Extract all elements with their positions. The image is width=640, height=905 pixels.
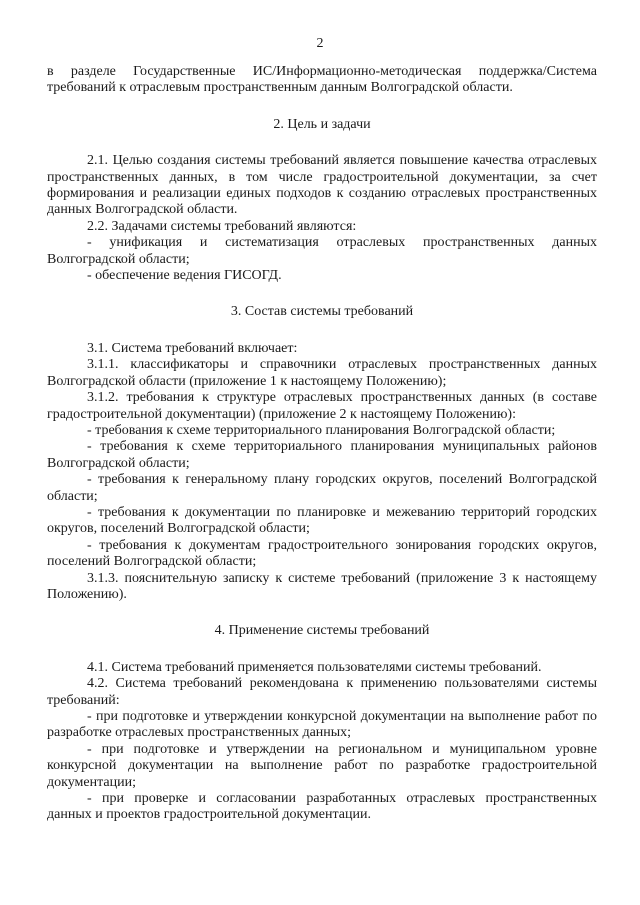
page-number: 2 — [316, 36, 324, 51]
section-goals — [47, 117, 597, 285]
section-3-heading: 3. Состав системы требований — [230, 304, 414, 320]
section-2-heading: 2. Цель и задачи — [273, 116, 371, 132]
document-body — [47, 64, 597, 824]
section-4-heading: 4. Применение системы требований — [214, 623, 430, 639]
list-item-unification: - унификация и систематизация отраслевых пространственных данных Волгоградской области; — [47, 235, 597, 267]
paragraph-2-1: 2.1. Целью создания системы требований является повышение качества отраслевых пространственных данных, в том числе градостроительной документации, за счет формирования и реализации единых подходов к созданию отраслевых пространственных данных Волгоградской области. — [47, 153, 597, 218]
section-application — [47, 623, 597, 823]
paragraph-3-1-2: 3.1.2. требования к структуре отраслевых пространственных данных (в составе градостроительной документации) (приложение 2 к настоящему Положению): — [47, 390, 597, 422]
list-item-verification: - при проверке и согласовании разработанных отраслевых пространственных данных и проектов градостроительной документации. — [47, 791, 597, 823]
paragraph-3-1-1: 3.1.1. классификаторы и справочники отраслевых пространственных данных Волгоградской области (приложение 1 к настоящему Положению); — [47, 357, 597, 389]
list-item-regional-scheme: - требования к схеме территориального планирования Волгоградской области; — [87, 422, 556, 438]
paragraph-3-1: 3.1. Система требований включает: — [87, 340, 298, 356]
list-item-tender-documentation: - при подготовке и утверждении на региональном и муниципальном уровне конкурсной документации на выполнение работ по разработке градостроительной документации; — [47, 741, 597, 790]
intro-paragraph: в разделе Государственные ИС/Информационно-методическая поддержка/Система требований к отраслевым пространственным данным Волгоградской области. — [47, 64, 597, 96]
paragraph-4-2: 4.2. Система требований рекомендована к применению пользователями системы требований: — [47, 676, 597, 708]
list-item-municipal-scheme: - требования к схеме территориального планирования муниципальных районов Волгоградской области; — [47, 439, 597, 471]
section-composition — [47, 304, 597, 603]
list-item-tender-data: - при подготовке и утверждении конкурсной документации на выполнение работ по разработке отраслевых пространственных данных; — [47, 709, 597, 741]
paragraph-4-1: 4.1. Система требований применяется пользователями системы требований. — [87, 659, 542, 675]
list-item-planning-documentation: - требования к документации по планировке и межеванию территорий городских округов, поселений Волгоградской области; — [47, 504, 597, 537]
paragraph-2-2: 2.2. Задачами системы требований являются: — [87, 218, 357, 234]
list-item-gisogd: - обеспечение ведения ГИСОГД. — [87, 268, 282, 284]
list-item-zoning-documents: - требования к документам градостроительного зонирования городских округов, поселений Волгоградской области; — [47, 537, 597, 570]
list-item-general-plan: - требования к генеральному плану городских округов, поселений Волгоградской области; — [47, 472, 597, 504]
paragraph-3-1-3: 3.1.3. пояснительную записку к системе требований (приложение 3 к настоящему Положению). — [47, 570, 597, 602]
